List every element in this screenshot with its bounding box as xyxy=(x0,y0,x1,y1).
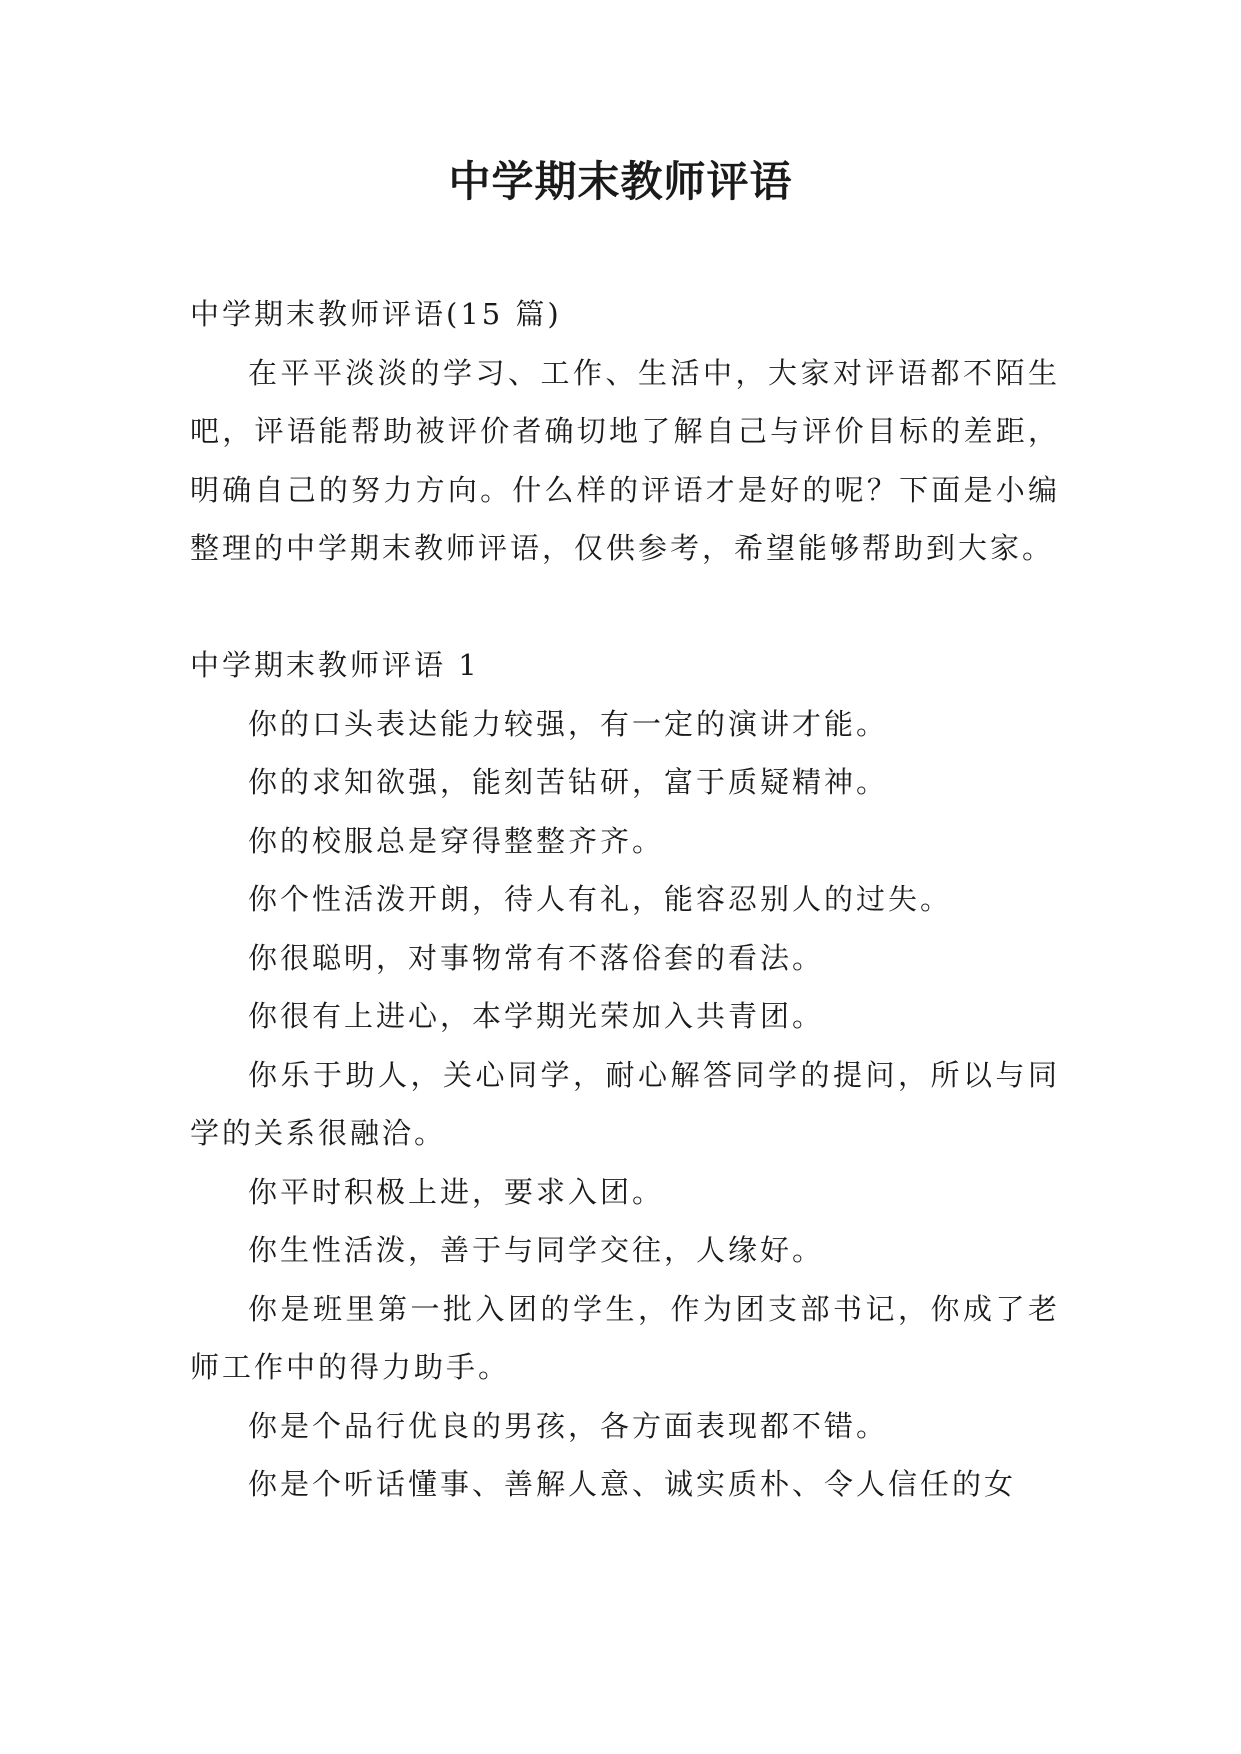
comment-item: 你是班里第一批入团的学生，作为团支部书记，你成了老师工作中的得力助手。 xyxy=(190,1291,1060,1384)
comment-item: 你生性活泼，善于与同学交往，人缘好。 xyxy=(248,1233,825,1267)
section-spacer xyxy=(190,578,1060,637)
comment-item: 你乐于助人，关心同学，耐心解答同学的提问，所以与同学的关系很融洽。 xyxy=(190,1057,1060,1150)
comment-item: 你是个听话懂事、善解人意、诚实质朴、令人信任的女 xyxy=(248,1467,1017,1501)
intro-paragraph: 在平平淡淡的学习、工作、生活中，大家对评语都不陌生吧，评语能帮助被评价者确切地了解自己与评价目标的差距，明确自己的努力方向。什么样的评语才是好的呢？下面是小编整理的中学期末教师评语，仅供参考，希望能够帮助到大家。 xyxy=(190,355,1060,565)
comment-item: 你的口头表达能力较强，有一定的演讲才能。 xyxy=(248,706,889,741)
section-heading: 中学期末教师评语 1 xyxy=(190,648,480,682)
comment-item: 你很有上进心，本学期光荣加入共青团。 xyxy=(248,999,825,1033)
document-body xyxy=(190,285,1060,1514)
comment-item: 你个性活泼开朗，待人有礼，能容忍别人的过失。 xyxy=(248,882,953,916)
document-title: 中学期末教师评语 xyxy=(448,157,793,206)
comment-item: 你很聪明，对事物常有不落俗套的看法。 xyxy=(248,940,825,975)
subtitle: 中学期末教师评语(15 篇) xyxy=(190,297,562,331)
comment-item: 你的校服总是穿得整整齐齐。 xyxy=(248,823,665,858)
comment-item: 你平时积极上进，要求入团。 xyxy=(248,1174,665,1209)
comment-item: 你是个品行优良的男孩，各方面表现都不错。 xyxy=(248,1408,889,1443)
comment-item: 你的求知欲强，能刻苦钻研，富于质疑精神。 xyxy=(248,765,889,799)
